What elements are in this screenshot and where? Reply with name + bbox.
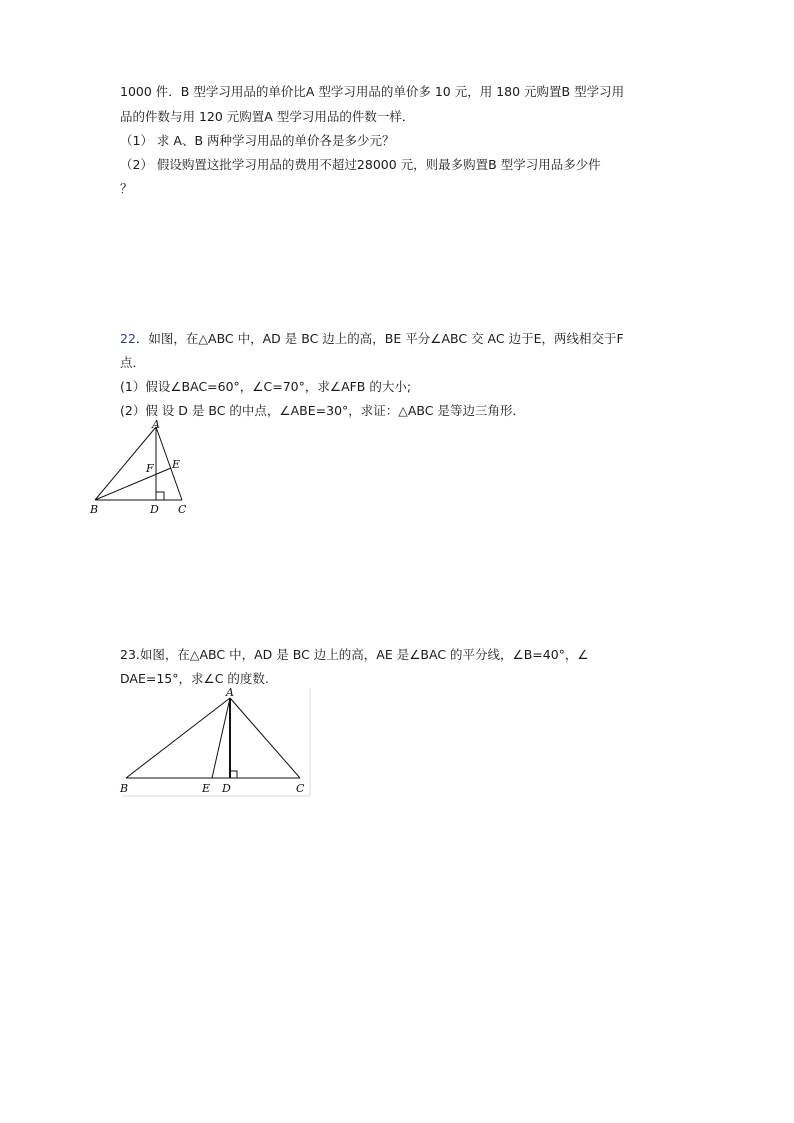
q22-line-1-text: ．如图，在△ABC 中，AD 是 BC 边上的高，BE 平分∠ABC 交 AC 边于E，两线相交于F	[135, 331, 624, 346]
q22-label-c: C	[178, 503, 187, 516]
q23-label-c: C	[296, 782, 305, 795]
q22-line-1	[120, 330, 624, 348]
q22-bisector-be	[95, 468, 171, 500]
q23-side-ac	[230, 698, 300, 778]
q22-label-d: D	[150, 503, 159, 516]
q23-label-b: B	[120, 782, 129, 795]
q22-part-1: (1）假设∠BAC=60°，∠C=70°，求∠AFB 的大小;	[120, 379, 412, 394]
q22-number: 22	[120, 331, 136, 346]
q22-part-2: (2）假 设 D 是 BC 的中点，∠ABE=30°，求证：△ABC 是等边三角形．	[120, 403, 525, 418]
q23-line-1: 23.如图，在△ABC 中，AD 是 BC 边上的高，AE 是∠BAC 的平分线，∠B=40°，∠	[120, 647, 589, 662]
q21-part-2-end: ？	[120, 181, 133, 196]
q22-right-angle-mark	[156, 492, 164, 500]
q22-label-f: F	[146, 462, 154, 475]
q22-figure	[86, 418, 198, 522]
q21-line-2: 品的件数与用 120 元购置A 型学习用品的件数一样．	[120, 109, 415, 124]
q22-label-a: A	[152, 418, 160, 431]
q21-part-1: （1） 求 A、B 两种学习用品的单价各是多少元？	[120, 133, 395, 148]
q23-figure	[114, 684, 314, 804]
q23-line-2: DAE=15°，求∠C 的度数.	[120, 671, 269, 686]
q23-right-angle-mark	[230, 771, 237, 778]
q23-label-e: E	[202, 782, 211, 795]
q22-label-e: E	[172, 458, 181, 471]
q23-label-a: A	[226, 686, 234, 699]
q22-line-2: 点．	[120, 355, 146, 370]
q22-label-b: B	[90, 503, 99, 516]
q21-part-2: （2） 假设购置这批学习用品的费用不超过28000 元，则最多购置B 型学习用品多少件	[120, 157, 601, 172]
q23-label-d: D	[222, 782, 231, 795]
q21-line-1: 1000 件．B 型学习用品的单价比A 型学习用品的单价多 10 元，用 180 元购置B 型学习用	[120, 84, 625, 99]
